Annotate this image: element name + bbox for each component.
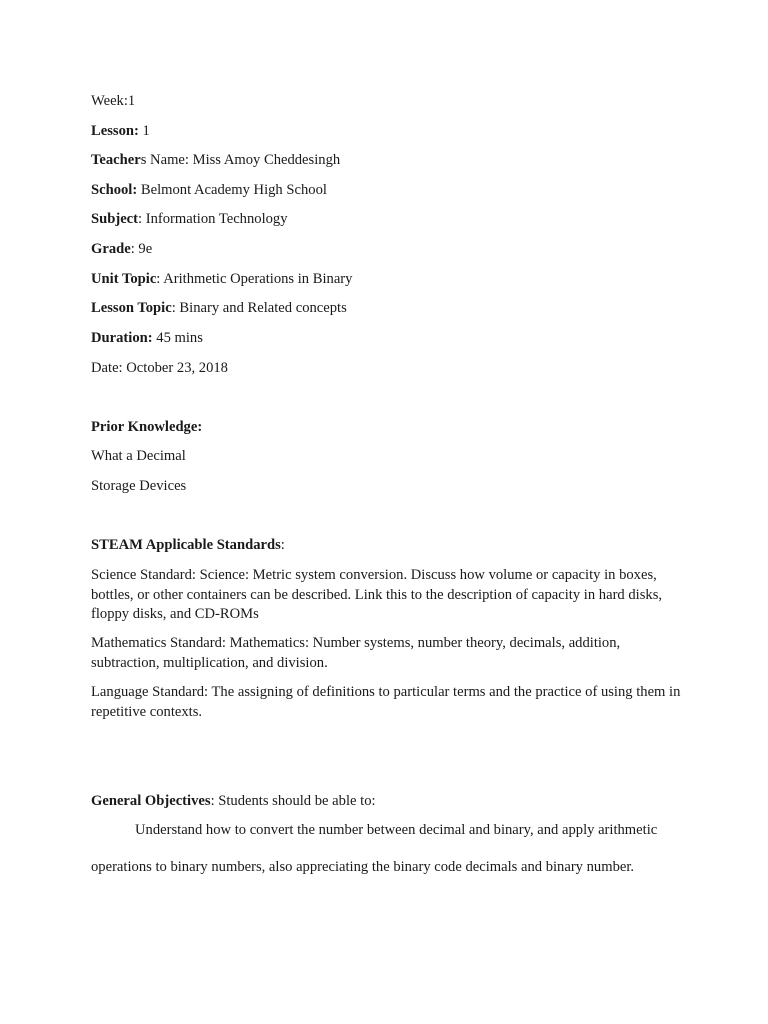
lesson-value: 1 (138, 123, 150, 139)
unit-topic-line (91, 270, 352, 290)
general-objectives-title: General Objectives (91, 793, 211, 809)
lesson-line (91, 122, 150, 142)
unit-topic-value: : Arithmetic Operations in Binary (156, 271, 353, 287)
grade-label: Grade (91, 241, 131, 257)
week-text: Week:1 (91, 93, 136, 109)
general-objectives-heading (91, 792, 376, 812)
steam-title: STEAM Applicable Standards (91, 537, 281, 553)
subject-line (91, 210, 288, 230)
teacher-label: Teacher (91, 152, 141, 168)
lesson-topic-line (91, 299, 347, 319)
science-standard-text: Science Standard: Science: Metric system conversion. Discuss how volume or capacity in boxes, bottles, or other containers can be described. Link this to the description of capacity in hard disks, floppy disks, and CD-ROMs (91, 567, 663, 622)
prior-knowledge-heading (91, 418, 202, 438)
duration-value: 45 mins (152, 330, 203, 346)
subject-label: Subject (91, 211, 139, 227)
mathematics-standard-text: Mathematics Standard: Mathematics: Number systems, number theory, decimals, addition, subtraction, multiplication, and division. (91, 635, 621, 671)
unit-topic-label: Unit Topic (91, 271, 157, 287)
steam-heading (91, 536, 285, 556)
prior-knowledge-title: Prior Knowledge: (91, 419, 203, 435)
general-objectives-suffix: : Students should be able to: (210, 793, 376, 809)
date-line (91, 359, 228, 379)
teacher-value: s Name: Miss Amoy Cheddesingh (140, 152, 341, 168)
grade-line (91, 240, 152, 260)
language-standard-text: Language Standard: The assigning of definitions to particular terms and the practice of using them in repetitive contexts. (91, 684, 681, 720)
objective-line-2 (91, 858, 634, 878)
objective-line-1 (135, 821, 657, 841)
school-line (91, 181, 327, 201)
mathematics-standard (91, 634, 691, 673)
steam-title-suffix: : (280, 537, 285, 553)
prior-knowledge-item (91, 477, 186, 497)
prior-knowledge-item (91, 447, 186, 467)
language-standard (91, 683, 691, 722)
subject-value: : Information Technology (138, 211, 288, 227)
date-text: Date: October 23, 2018 (91, 360, 228, 376)
prior-knowledge-item-text: What a Decimal (91, 448, 186, 464)
lesson-label: Lesson: (91, 123, 139, 139)
science-standard (91, 566, 691, 625)
week-line (91, 92, 135, 112)
school-label: School: (91, 182, 138, 198)
objective-text-1: Understand how to convert the number between decimal and binary, and apply arithmetic (135, 822, 658, 838)
grade-value: : 9e (130, 241, 153, 257)
teacher-line (91, 151, 340, 171)
duration-line (91, 329, 203, 349)
lesson-topic-label: Lesson Topic (91, 300, 172, 316)
school-value: Belmont Academy High School (137, 182, 327, 198)
prior-knowledge-item-text: Storage Devices (91, 478, 187, 494)
duration-label: Duration: (91, 330, 153, 346)
objective-text-2: operations to binary numbers, also appreciating the binary code decimals and binary number. (91, 859, 635, 875)
lesson-topic-value: : Binary and Related concepts (171, 300, 347, 316)
